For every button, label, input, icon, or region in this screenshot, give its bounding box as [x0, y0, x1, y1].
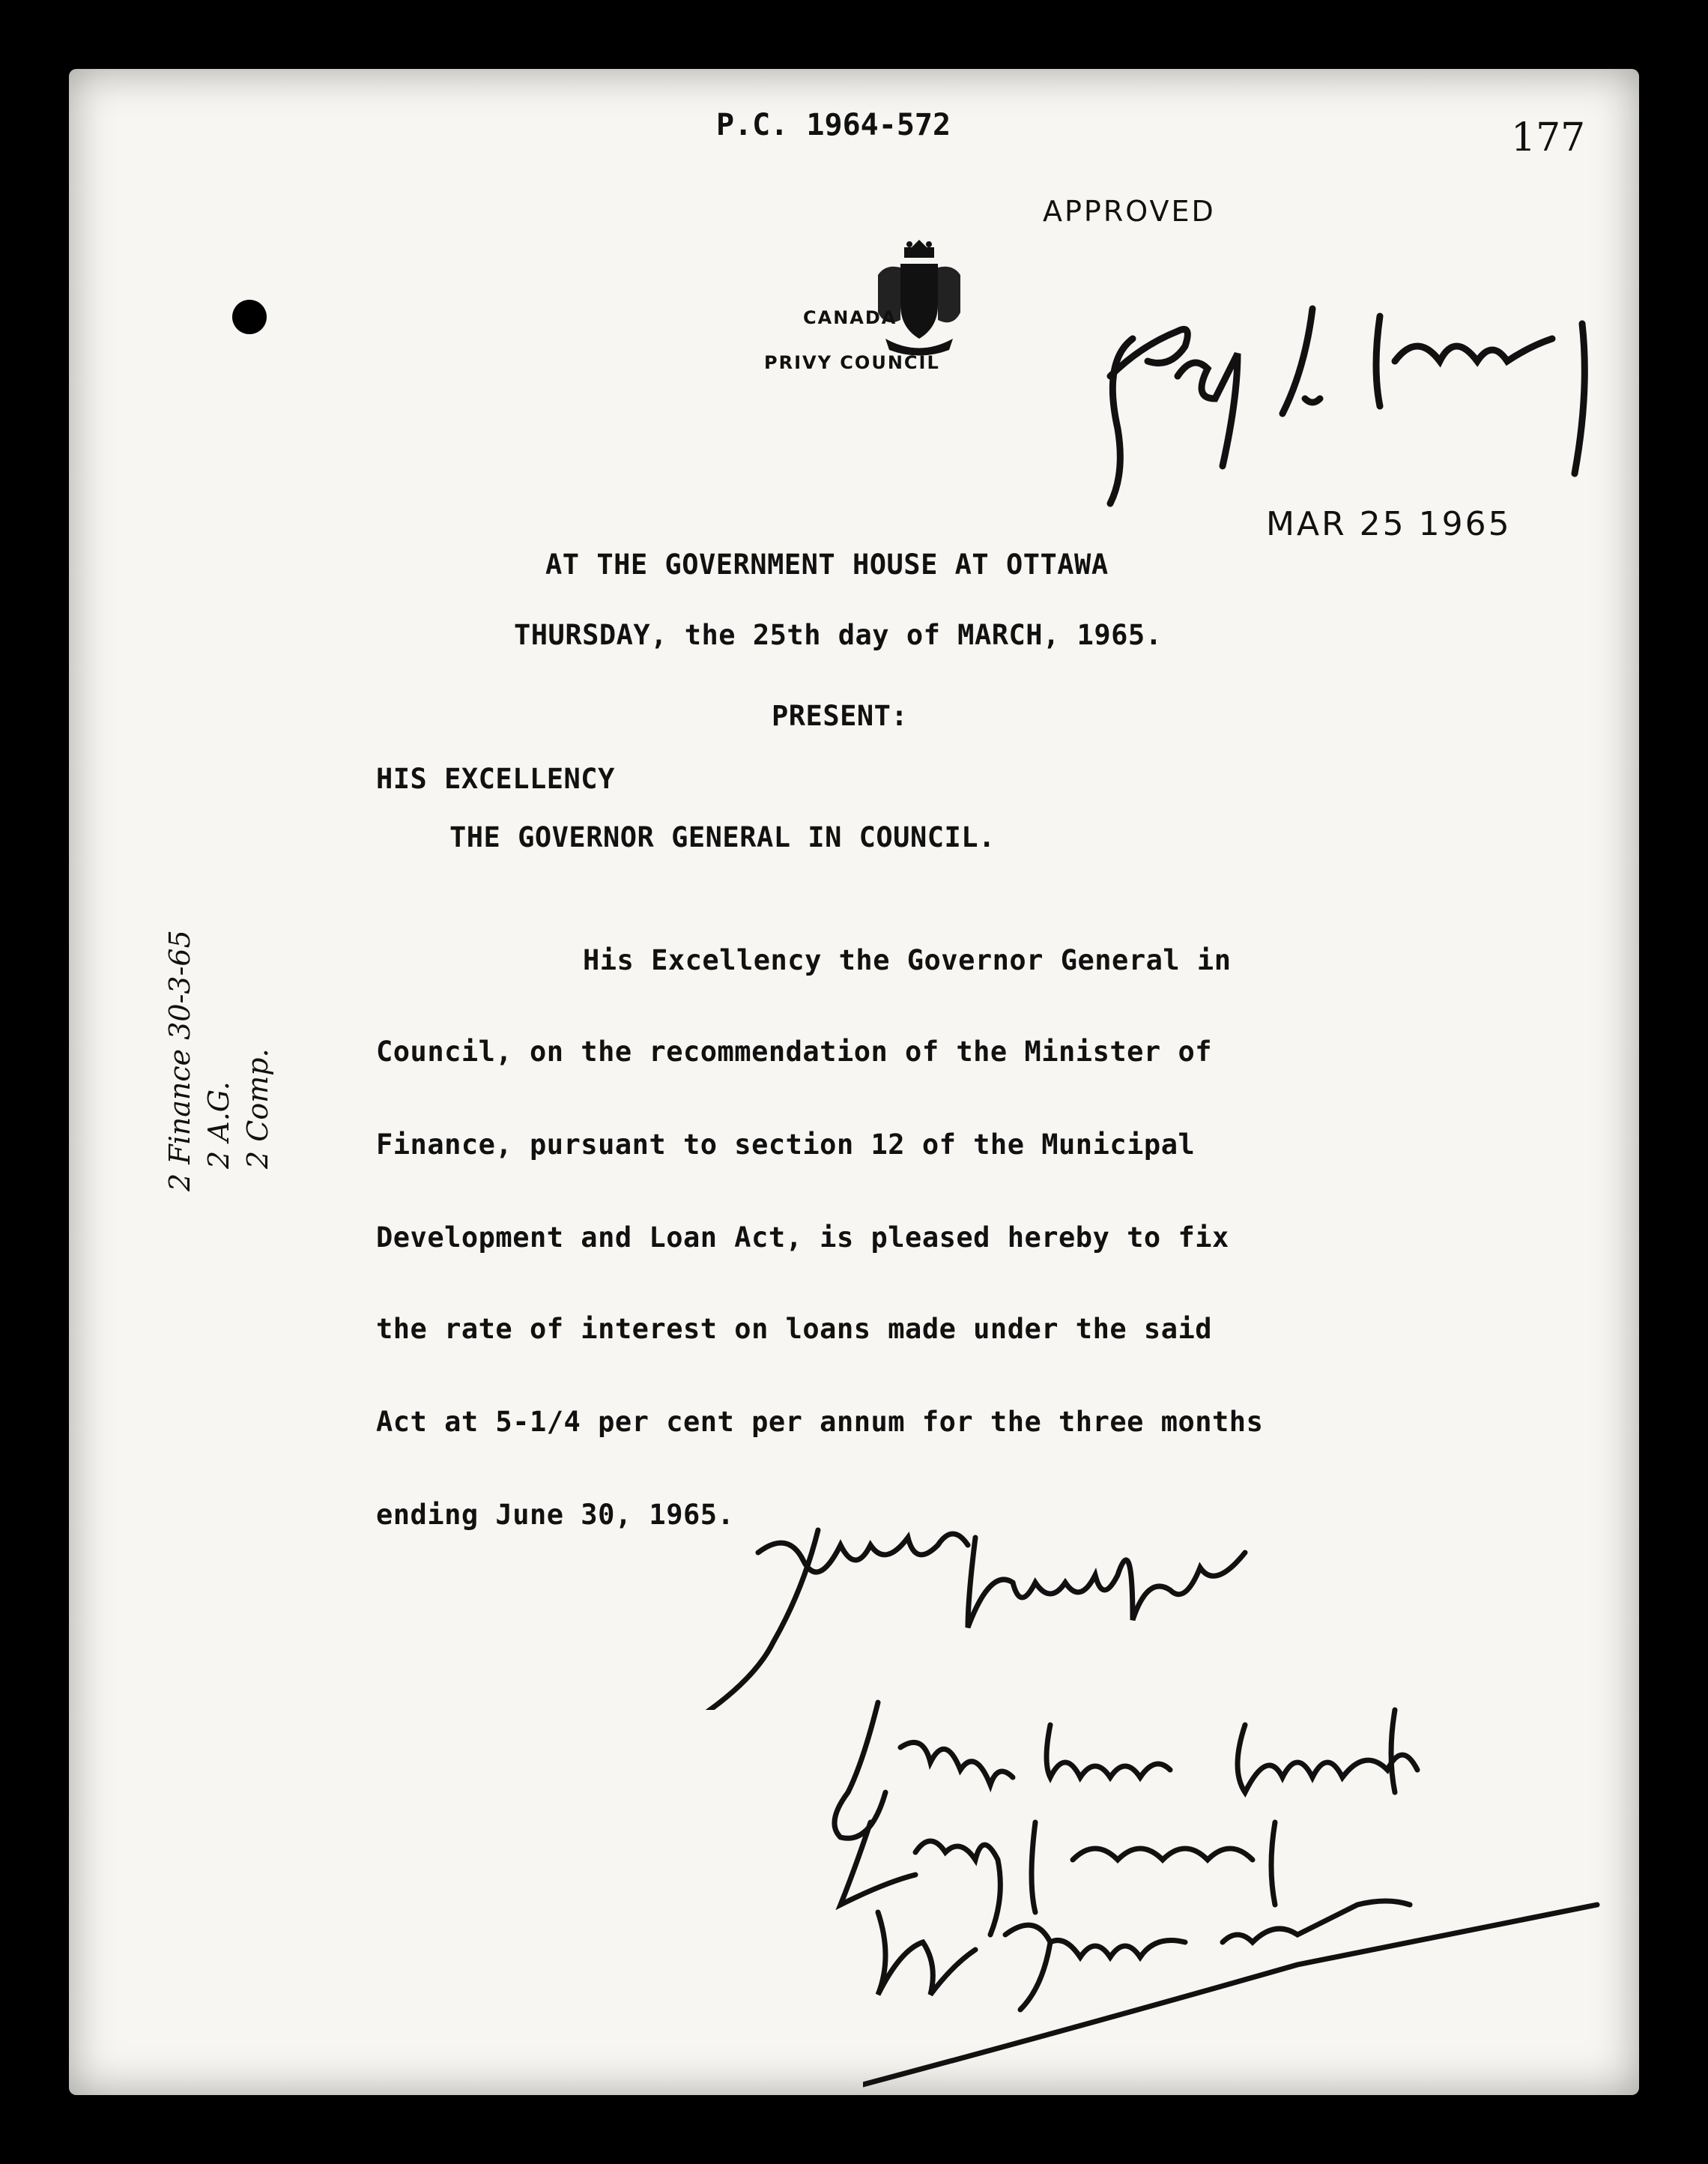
body-line: His Excellency the Governor General in [583, 944, 1232, 976]
present-heading: PRESENT: [772, 700, 909, 732]
his-excellency: HIS EXCELLENCY [376, 763, 615, 795]
approver-signature [1065, 249, 1620, 519]
body-line: Act at 5-1/4 per cent per annum for the three months [376, 1406, 1264, 1438]
pc-number: P.C. 1964-572 [716, 108, 951, 142]
date-heading: THURSDAY, the 25th day of MARCH, 1965. [514, 619, 1163, 651]
body-line: the rate of interest on loans made under the said [376, 1313, 1213, 1345]
location-heading: AT THE GOVERNMENT HOUSE AT OTTAWA [545, 548, 1109, 581]
margin-note-line: 2 Comp. [241, 1048, 274, 1169]
margin-note [160, 802, 277, 1191]
document-page [69, 69, 1639, 2095]
margin-note-line: 2 A.G. [202, 1081, 235, 1169]
body-line: Council, on the recommendation of the Minister of [376, 1036, 1213, 1068]
date-stamp: MAR 25 1965 [1266, 505, 1512, 543]
body-line: ending June 30, 1965. [376, 1499, 735, 1531]
signature-4 [863, 1897, 1635, 2092]
punch-hole [232, 300, 267, 334]
governor-in-council: THE GOVERNOR GENERAL IN COUNCIL. [449, 821, 996, 853]
crest-caption-canada: CANADA [803, 307, 897, 328]
approved-stamp: APPROVED [1043, 195, 1216, 228]
body-line: Finance, pursuant to section 12 of the Municipal [376, 1128, 1196, 1161]
coat-of-arms-icon [863, 234, 975, 361]
page-number: 177 [1511, 115, 1586, 160]
body-line: Development and Loan Act, is pleased hereby to fix [376, 1221, 1229, 1254]
margin-note-line: 2 Finance 30-3-65 [163, 930, 196, 1191]
crest-caption-privy-council: PRIVY COUNCIL [764, 352, 940, 373]
